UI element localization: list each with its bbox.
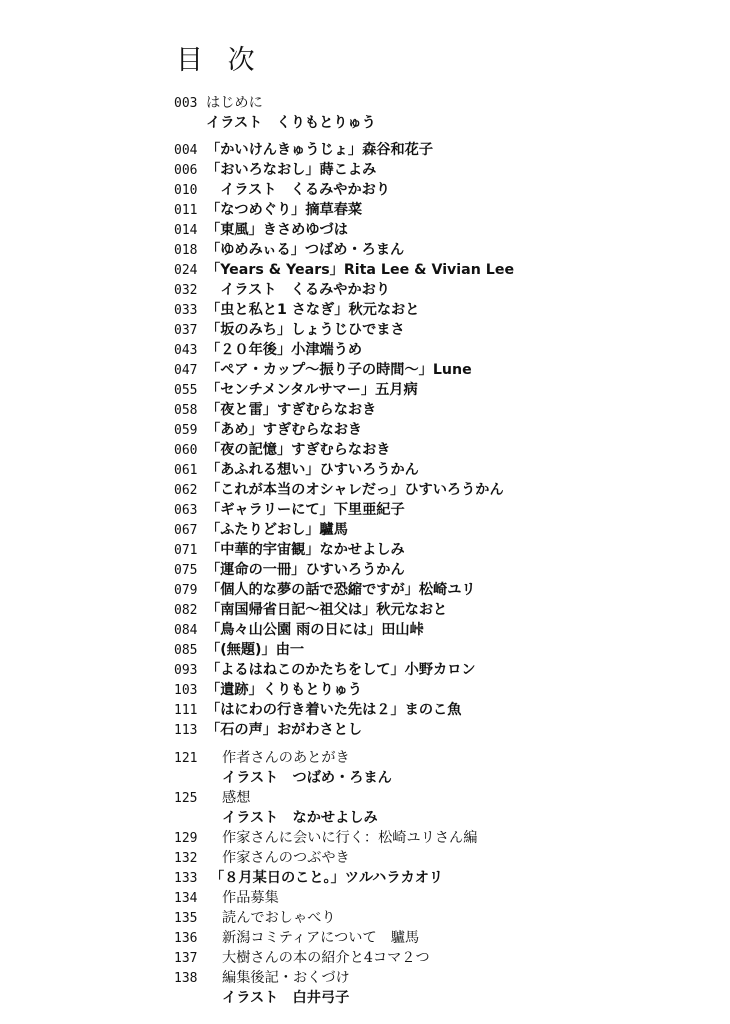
page-number: 103 [174, 683, 198, 698]
entry-title: 「南国帰省日記～祖父は」秋元なおと [206, 602, 448, 618]
page-number: 133 [174, 871, 198, 886]
page-number: 018 [174, 243, 198, 258]
entry-title: 「ペア・カップ～振り子の時間～」Lune [206, 362, 472, 378]
page-number: 061 [174, 463, 198, 478]
toc-entry [174, 520, 348, 540]
toc-entry [174, 220, 348, 240]
entry-title: 新潟コミティアについて 驢馬 [222, 930, 420, 946]
entry-title: 「ギャラリーにて」下里亜紀子 [206, 502, 405, 518]
toc-entry [174, 160, 376, 180]
entry-title: イラスト くりもとりゅう [206, 115, 376, 131]
page-number: 058 [174, 403, 198, 418]
toc-entry [174, 340, 362, 360]
toc-entry [174, 680, 362, 700]
page-number: 113 [174, 723, 198, 738]
entry-title: 「よるはねこのかたちをして」小野カロン [206, 662, 476, 678]
page-number: 059 [174, 423, 198, 438]
entry-title: 「石の声」おがわさとし [206, 722, 363, 738]
entry-title: イラスト なかせよしみ [222, 810, 378, 826]
entry-title: 「ゆめみぃる」つばめ・ろまん [206, 242, 405, 258]
page-number: 062 [174, 483, 198, 498]
toc-entry [174, 660, 476, 680]
toc-entry [174, 360, 472, 380]
toc-entry [174, 420, 362, 440]
entry-title: イラスト つばめ・ろまん [222, 770, 392, 786]
toc-entry [174, 500, 405, 520]
entry-title: 作者さんのあとがき [222, 750, 350, 766]
page-number: 134 [174, 891, 198, 906]
toc-entry [174, 788, 250, 808]
toc-entry [174, 868, 443, 888]
entry-title: 「虫と私と1 さなぎ」秋元なおと [206, 302, 420, 318]
entry-title: イラスト くるみやかおり [206, 282, 391, 298]
page-number: 085 [174, 643, 198, 658]
toc-entry [174, 888, 279, 908]
page-title: 目 次 [176, 45, 263, 76]
entry-title: 大樹さんの本の紹介と4コマ２つ [222, 950, 430, 966]
toc-entry [174, 280, 390, 300]
toc-entry [174, 908, 336, 928]
entry-title: 「８月某日のこと。」ツルハラカオリ [210, 870, 444, 886]
toc-entry [174, 968, 350, 988]
page-number: 011 [174, 203, 198, 218]
page-number: 135 [174, 911, 198, 926]
page-number: 004 [174, 143, 198, 158]
toc-entry [174, 440, 390, 460]
toc-entry [174, 540, 405, 560]
page-number: 003 [174, 96, 198, 111]
toc-entry [174, 460, 419, 480]
entry-title: 作家さんのつぶやき [222, 850, 350, 866]
page-number: 006 [174, 163, 198, 178]
entry-title: 「あめ」すぎむらなおき [206, 422, 363, 438]
entry-title: 「はにわの行き着いた先は２」まのこ魚 [206, 702, 462, 718]
toc-entry [174, 640, 304, 660]
entry-title: 「２０年後」小津端うめ [206, 342, 363, 358]
page-number: 138 [174, 971, 198, 986]
entry-title: 「坂のみち」しょうじひでまさ [206, 322, 405, 338]
toc-entry [174, 93, 263, 113]
page-number: 010 [174, 183, 198, 198]
page-number: 060 [174, 443, 198, 458]
page-number: 047 [174, 363, 198, 378]
toc-entry [174, 808, 378, 828]
toc-entry [174, 260, 514, 280]
page-number: 063 [174, 503, 198, 518]
toc-entry [174, 560, 405, 580]
page-number: 037 [174, 323, 198, 338]
entry-title: 「運命の一冊」ひすいろうかん [206, 562, 405, 578]
entry-title: 「中華的宇宙観」なかせよしみ [206, 542, 405, 558]
page-number: 067 [174, 523, 198, 538]
entry-title: はじめに [206, 95, 263, 111]
toc-entry [174, 480, 504, 500]
entry-title: 「(無題)」由一 [206, 642, 305, 658]
entry-title: 「かいけんきゅうじょ」森谷和花子 [206, 142, 434, 158]
page-number: 033 [174, 303, 198, 318]
toc-entry [174, 320, 405, 340]
entry-title: 「センチメンタルサマー」五月病 [206, 382, 418, 398]
toc-entry [174, 380, 418, 400]
toc-entry [174, 113, 376, 133]
entry-title: 読んでおしゃべり [222, 910, 336, 926]
page-number: 075 [174, 563, 198, 578]
entry-title: 作家さんに会いに行く：松崎ユリさん編 [222, 830, 478, 846]
entry-title: 「あふれる想い」ひすいろうかん [206, 462, 419, 478]
page-number: 084 [174, 623, 198, 638]
toc-entry [174, 180, 390, 200]
entry-title: イラスト くるみやかおり [206, 182, 391, 198]
entry-title: 「鳥々山公園 雨の日には」田山峠 [206, 622, 424, 638]
page-number: 082 [174, 603, 198, 618]
toc-entry [174, 140, 433, 160]
page-number: 032 [174, 283, 198, 298]
page-number: 093 [174, 663, 198, 678]
toc-entry [174, 988, 349, 1008]
entry-title: 編集後記・おくづけ [222, 970, 350, 986]
toc-entry [174, 620, 424, 640]
entry-title: 「おいろなおし」蒔こよみ [206, 162, 377, 178]
toc-entry [174, 848, 350, 868]
page-number: 111 [174, 703, 198, 718]
page-number: 024 [174, 263, 198, 278]
entry-title: 「遺跡」くりもとりゅう [206, 682, 363, 698]
entry-title: 感想 [222, 790, 251, 806]
page-number: 136 [174, 931, 198, 946]
toc-entry [174, 580, 476, 600]
entry-title: 「夜と雷」すぎむらなおき [206, 402, 377, 418]
page-number: 125 [174, 791, 198, 806]
toc-entry [174, 700, 461, 720]
toc-entry [174, 400, 376, 420]
entry-title: 「ふたりどおし」驢馬 [206, 522, 348, 538]
page-number: 132 [174, 851, 198, 866]
page-number: 121 [174, 751, 198, 766]
page-number: 055 [174, 383, 198, 398]
entry-title: 作品募集 [222, 890, 279, 906]
entry-title: イラスト 白井弓子 [222, 990, 350, 1006]
toc-entry [174, 828, 477, 848]
page-number: 137 [174, 951, 198, 966]
page-number: 071 [174, 543, 198, 558]
toc-entry [174, 600, 447, 620]
toc-entry [174, 748, 350, 768]
toc-entry [174, 300, 419, 320]
entry-title: 「夜の記憶」すぎむらなおき [206, 442, 391, 458]
entry-title: 「Years & Years」Rita Lee & Vivian Lee [206, 262, 515, 278]
entry-title: 「東風」きさめゆづは [206, 222, 348, 238]
page-number: 129 [174, 831, 198, 846]
page-number: 014 [174, 223, 198, 238]
toc-entry [174, 240, 404, 260]
toc-entry [174, 200, 362, 220]
page-number: 079 [174, 583, 198, 598]
page-number: 043 [174, 343, 198, 358]
toc-entry [174, 768, 392, 788]
toc-entry [174, 928, 419, 948]
entry-title: 「これが本当のオシャレだっ」ひすいろうかん [206, 482, 504, 498]
entry-title: 「個人的な夢の話で恐縮ですが」松崎ユリ [206, 582, 476, 598]
toc-entry [174, 720, 362, 740]
entry-title: 「なつめぐり」摘草春菜 [206, 202, 363, 218]
toc-entry [174, 948, 430, 968]
